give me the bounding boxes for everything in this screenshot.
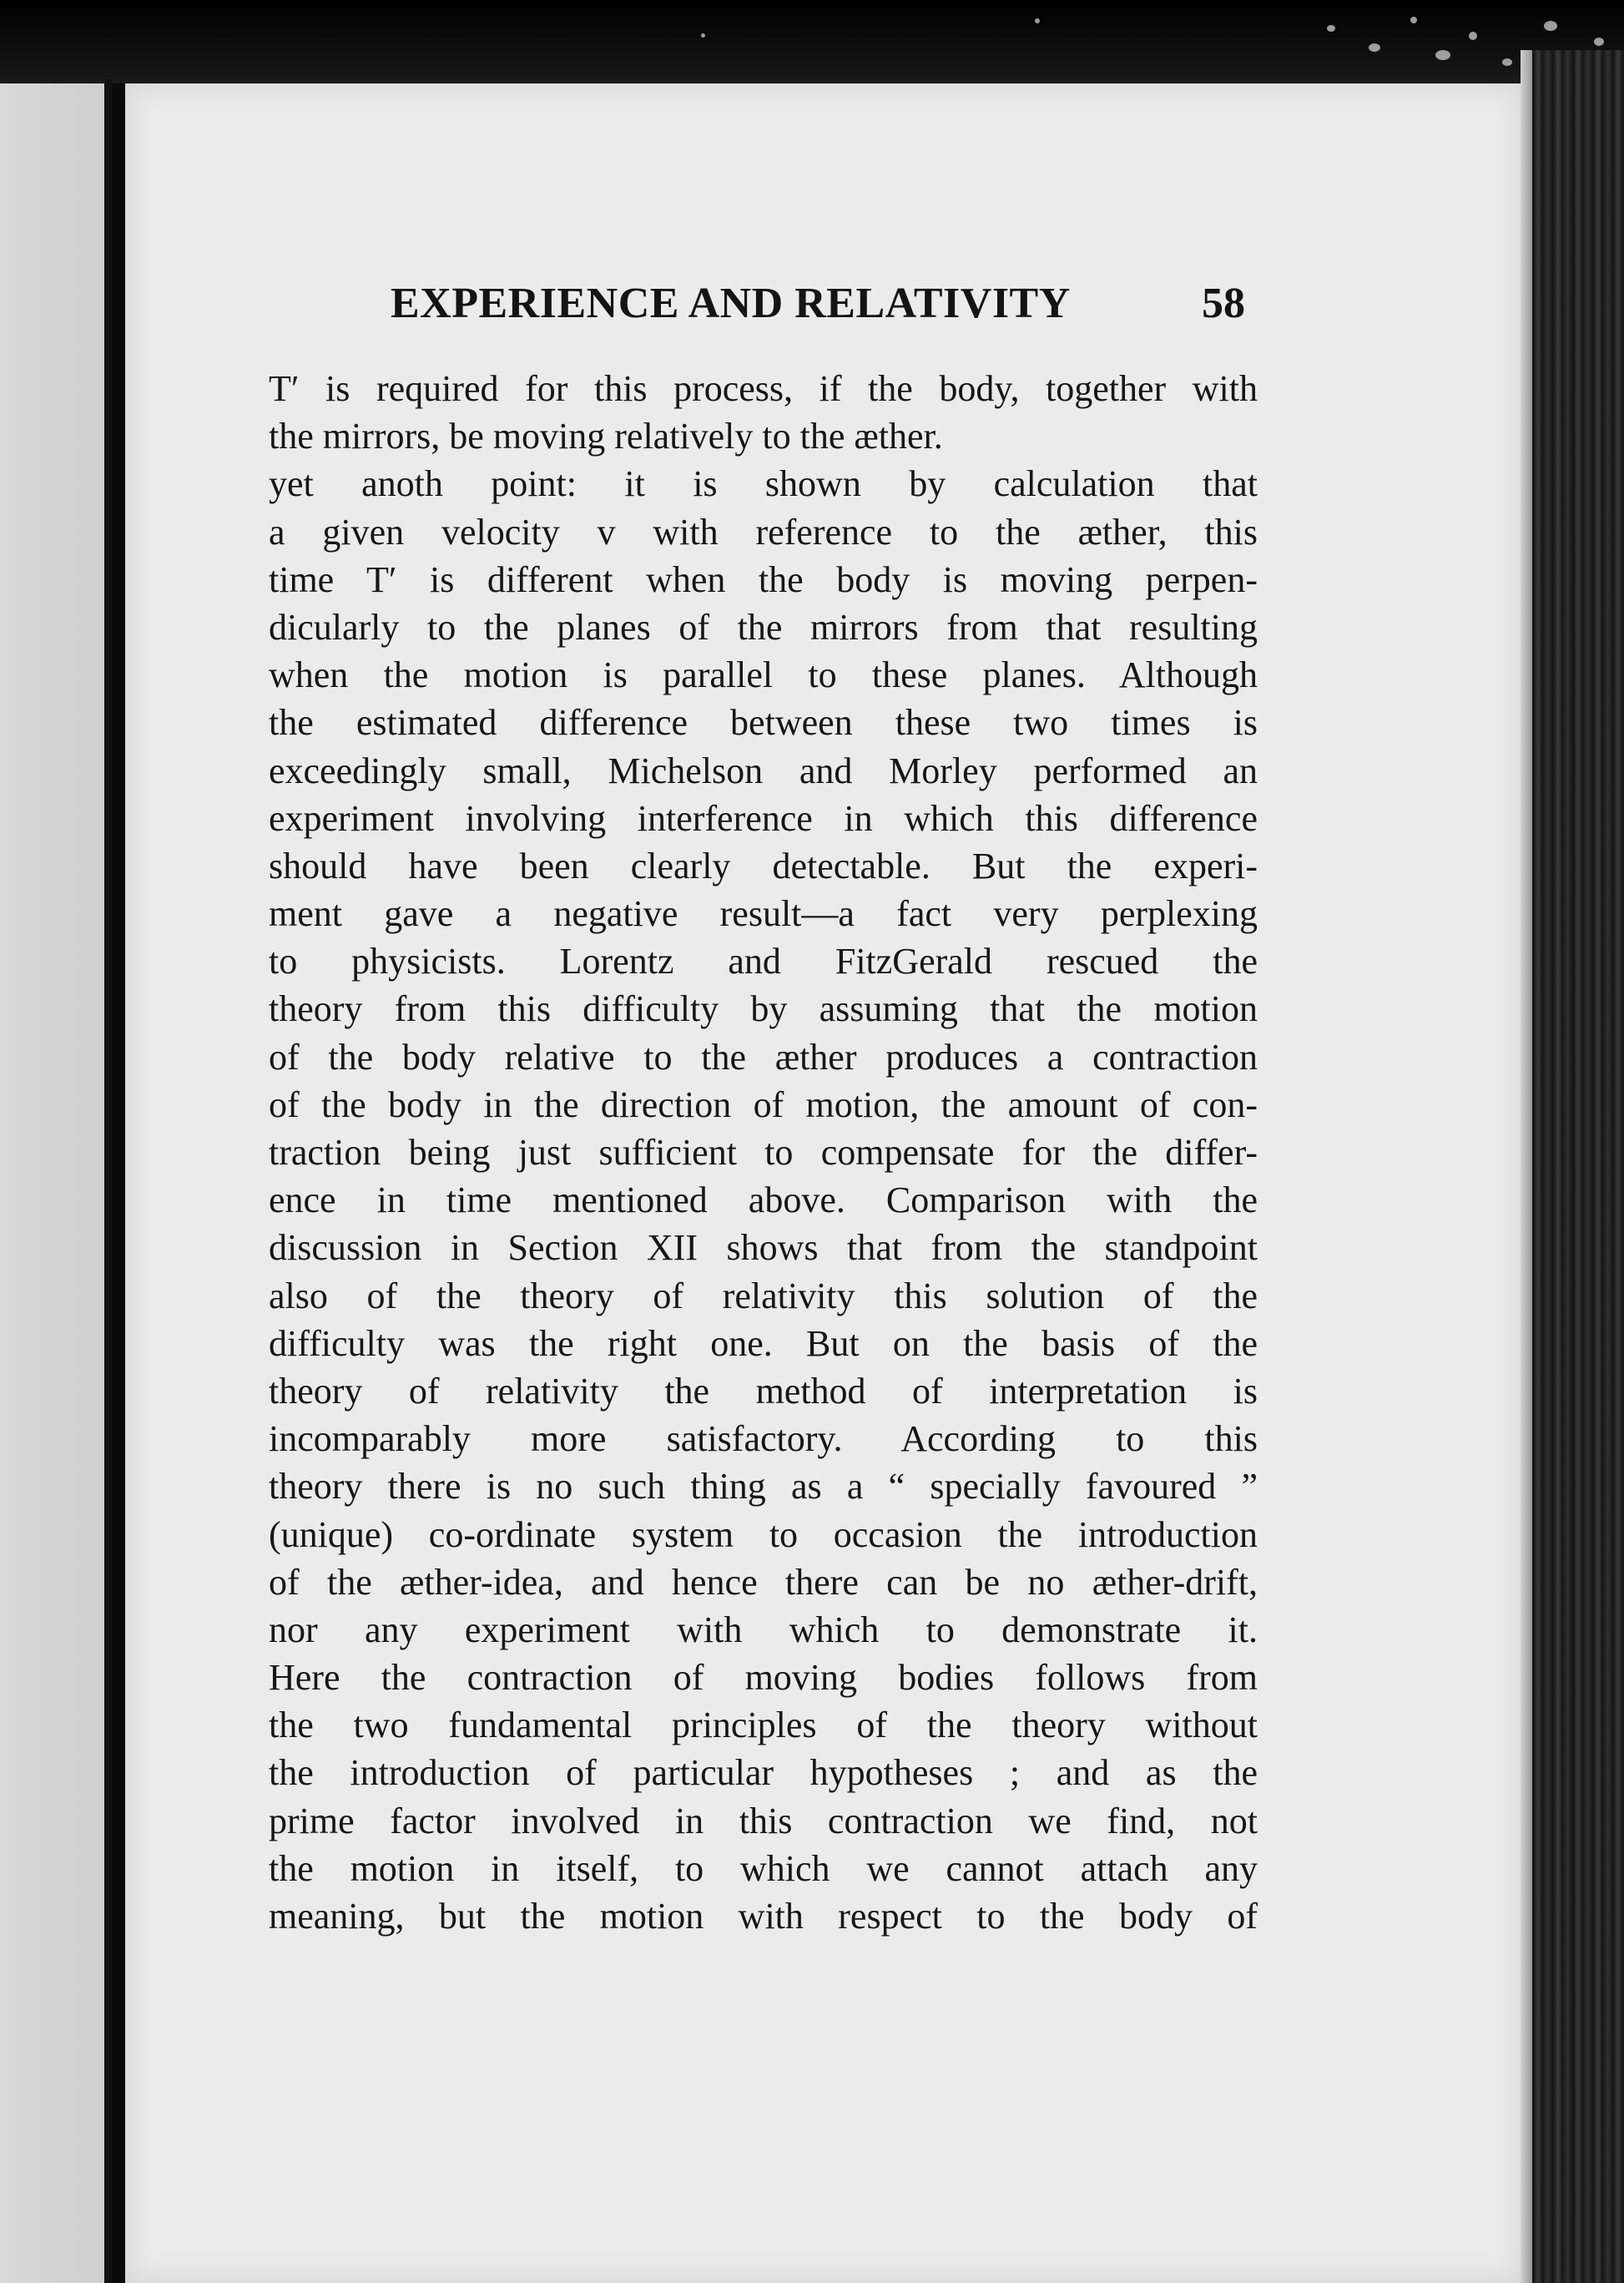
text-line: a given velocity v with reference to the æther, this bbox=[269, 511, 1258, 553]
scan-left-margin bbox=[0, 83, 104, 2283]
text-line: (unique) co-ordinate system to occasion the introduction bbox=[269, 1513, 1258, 1555]
text-line: also of the theory of relativity this solution of the bbox=[269, 1275, 1258, 1316]
text-line: Here the contraction of moving bodies follows from bbox=[269, 1657, 1258, 1699]
text-line: the estimated difference between these two times is bbox=[269, 702, 1258, 744]
body-text bbox=[269, 365, 1258, 1940]
text-line: time T′ is different when the body is moving perpen- bbox=[269, 558, 1258, 600]
text-line: exceedingly small, Michelson and Morley performed an bbox=[269, 750, 1258, 791]
text-line: nor any experiment with which to demonstrate it. bbox=[269, 1609, 1258, 1650]
text-line: of the body in the direction of motion, the amount of con- bbox=[269, 1083, 1258, 1125]
text-line: theory of relativity the method of interpretation is bbox=[269, 1370, 1258, 1412]
scan-speck bbox=[1410, 17, 1417, 23]
scan-right-edge-highlight bbox=[1521, 50, 1532, 2283]
running-head: EXPERIENCE AND RELATIVITY bbox=[391, 280, 1071, 327]
text-line: meaning, but the motion with respect to the body of bbox=[269, 1896, 1258, 1937]
page-number: 58 bbox=[1202, 280, 1245, 327]
text-line: dicularly to the planes of the mirrors from that resulting bbox=[269, 606, 1258, 648]
text-line: discussion in Section XII shows that from the standpoint bbox=[269, 1227, 1258, 1269]
text-line: to physicists. Lorentz and FitzGerald rescued the bbox=[269, 941, 1258, 982]
text-line: when the motion is parallel to these planes. Although bbox=[269, 654, 1258, 696]
text-line: theory there is no such thing as a “ specially favoured ” bbox=[269, 1466, 1258, 1508]
text-line: ence in time mentioned above. Comparison with the bbox=[269, 1179, 1258, 1221]
scan-speck bbox=[1369, 43, 1380, 52]
scan-speck bbox=[701, 33, 705, 38]
scan-top-border bbox=[0, 0, 1624, 83]
text-line: the two fundamental principles of the theory without bbox=[269, 1705, 1258, 1746]
text-line: ment gave a negative result—a fact very perplexing bbox=[269, 893, 1258, 935]
scan-speck bbox=[1035, 18, 1040, 23]
scan-speck bbox=[1469, 32, 1477, 40]
text-line: yet anoth point: it is shown by calculation that bbox=[269, 463, 1258, 505]
text-line: the introduction of particular hypotheses ; and as the bbox=[269, 1752, 1258, 1794]
text-line: experiment involving interference in which this difference bbox=[269, 797, 1258, 839]
text-line: traction being just sufficient to compensate for the differ- bbox=[269, 1132, 1258, 1173]
scan-speck bbox=[1327, 25, 1335, 32]
text-line: difficulty was the right one. But on the basis of the bbox=[269, 1322, 1258, 1364]
text-line: of the æther-idea, and hence there can be no æther-drift, bbox=[269, 1561, 1258, 1603]
text-line: the motion in itself, to which we cannot attach any bbox=[269, 1847, 1258, 1889]
text-line: prime factor involved in this contraction we find, not bbox=[269, 1800, 1258, 1841]
text-line: of the body relative to the æther produces a contraction bbox=[269, 1036, 1258, 1078]
scan-spine-shadow bbox=[105, 79, 112, 2283]
scan-speck bbox=[1502, 58, 1512, 66]
scan-speck bbox=[1435, 50, 1450, 60]
text-line: should have been clearly detectable. But the experi- bbox=[269, 845, 1258, 886]
scan-speck bbox=[1544, 21, 1557, 31]
text-line: incomparably more satisfactory. According to this bbox=[269, 1418, 1258, 1460]
text-line: theory from this difficulty by assuming that the motion bbox=[269, 988, 1258, 1030]
text-line: T′ is required for this process, if the body, together with bbox=[269, 368, 1258, 409]
scan-right-edge bbox=[1523, 50, 1624, 2283]
text-line: the mirrors, be moving relatively to the æther. bbox=[269, 416, 943, 457]
scan-speck bbox=[1594, 38, 1604, 46]
